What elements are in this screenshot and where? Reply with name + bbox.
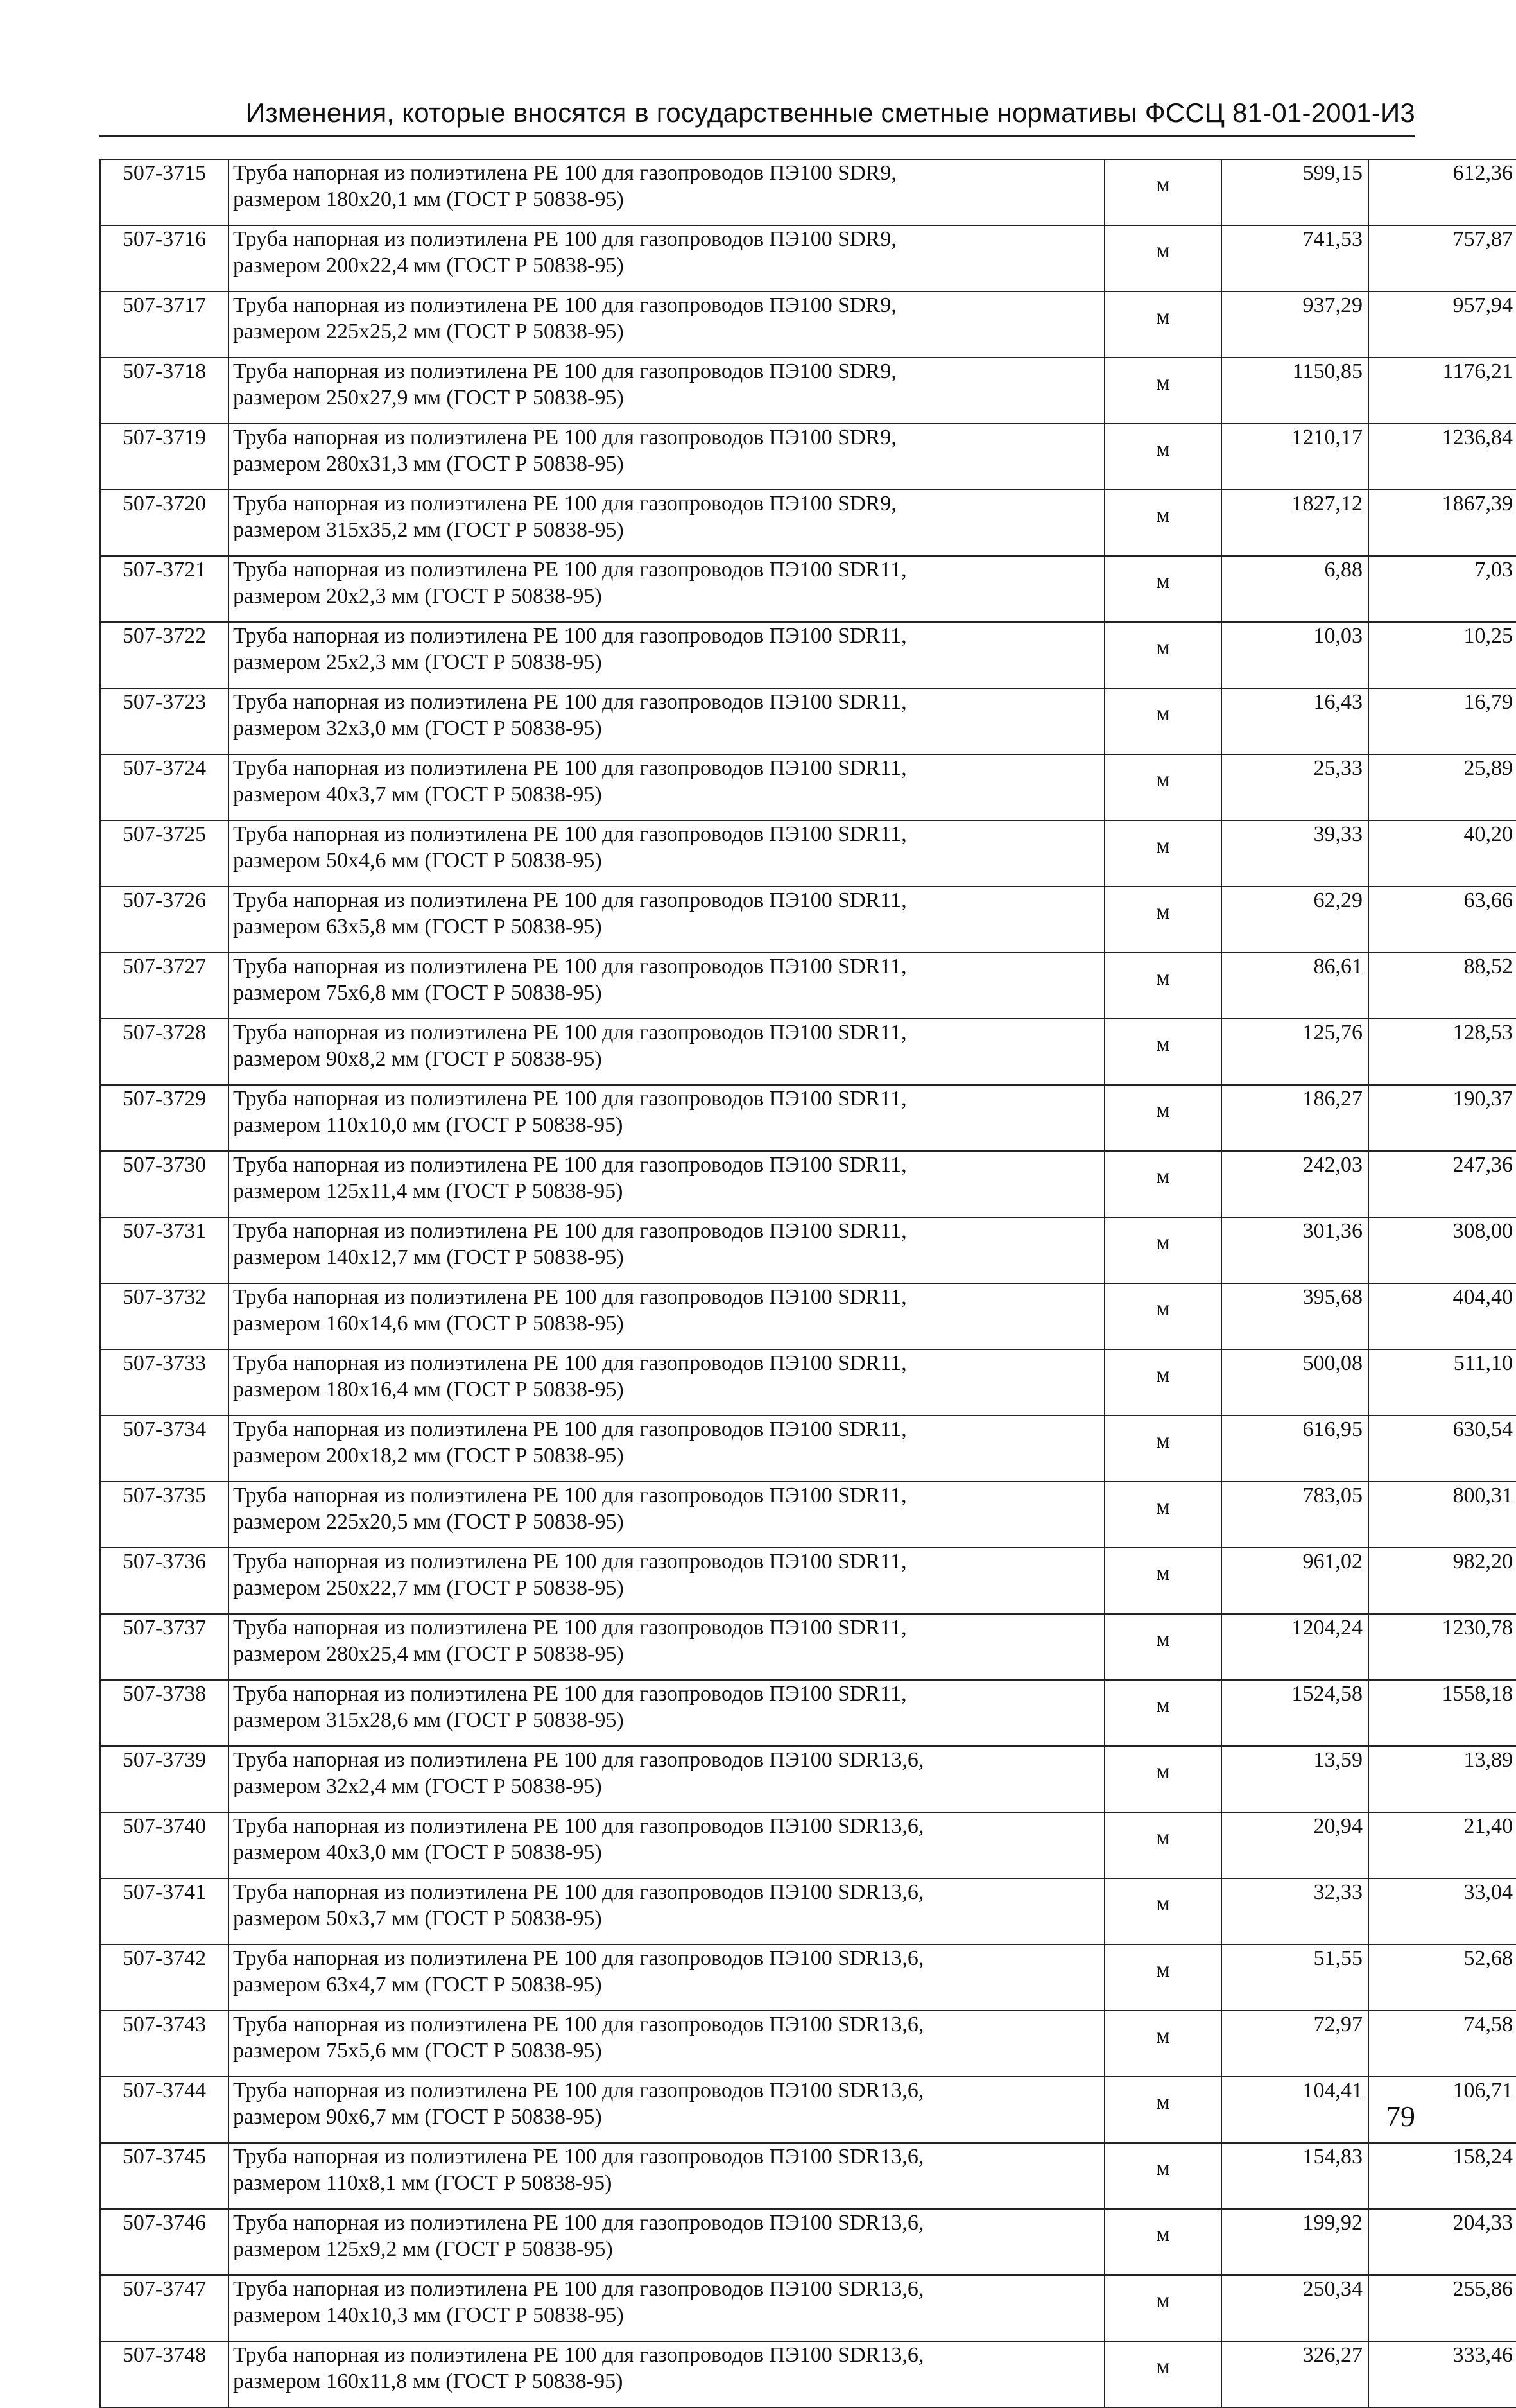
resource-description — [228, 2341, 1105, 2407]
unit-of-measure: м — [1105, 291, 1221, 358]
price-value-1: 1827,12 — [1221, 490, 1368, 556]
price-value-2: 1236,84 — [1368, 424, 1516, 490]
resource-description — [228, 358, 1105, 424]
resource-code: 507-3736 — [100, 1548, 228, 1614]
unit-of-measure: м — [1105, 622, 1221, 688]
table-row — [100, 2341, 1516, 2407]
price-value-2: 247,36 — [1368, 1151, 1516, 1217]
resource-code: 507-3728 — [100, 1019, 228, 1085]
price-value-2: 158,24 — [1368, 2143, 1516, 2209]
price-value-1: 1210,17 — [1221, 424, 1368, 490]
description-line-2: размером 160x14,6 мм (ГОСТ Р 50838-95) — [233, 1312, 624, 1335]
description-line-1: Труба напорная из полиэтилена PE 100 для газопроводов ПЭ100 SDR9, — [233, 227, 897, 251]
price-value-2: 21,40 — [1368, 1812, 1516, 1878]
unit-of-measure: м — [1105, 1349, 1221, 1416]
price-value-1: 250,34 — [1221, 2275, 1368, 2341]
resource-description — [228, 1151, 1105, 1217]
resource-code: 507-3725 — [100, 820, 228, 887]
description-line-2: размером 25x2,3 мм (ГОСТ Р 50838-95) — [233, 650, 602, 674]
description-line-1: Труба напорная из полиэтилена PE 100 для газопроводов ПЭ100 SDR11, — [233, 690, 907, 714]
price-value-2: 630,54 — [1368, 1416, 1516, 1482]
price-value-2: 612,36 — [1368, 159, 1516, 225]
resource-code: 507-3746 — [100, 2209, 228, 2275]
unit-of-measure: м — [1105, 953, 1221, 1019]
resource-code: 507-3726 — [100, 887, 228, 953]
description-line-1: Труба напорная из полиэтилена PE 100 для газопроводов ПЭ100 SDR11, — [233, 888, 907, 912]
resource-code: 507-3744 — [100, 2077, 228, 2143]
description-line-2: размером 125x11,4 мм (ГОСТ Р 50838-95) — [233, 1179, 623, 1203]
description-line-1: Труба напорная из полиэтилена PE 100 для газопроводов ПЭ100 SDR13,6, — [233, 1814, 924, 1838]
resource-description — [228, 1614, 1105, 1680]
unit-of-measure: м — [1105, 887, 1221, 953]
resource-code: 507-3741 — [100, 1878, 228, 1945]
description-line-2: размером 280x25,4 мм (ГОСТ Р 50838-95) — [233, 1642, 624, 1666]
description-line-1: Труба напорная из полиэтилена PE 100 для газопроводов ПЭ100 SDR13,6, — [233, 1748, 924, 1772]
table-row — [100, 2077, 1516, 2143]
price-value-2: 957,94 — [1368, 291, 1516, 358]
price-value-2: 757,87 — [1368, 225, 1516, 291]
unit-of-measure: м — [1105, 1085, 1221, 1151]
unit-of-measure: м — [1105, 2143, 1221, 2209]
resource-description — [228, 490, 1105, 556]
unit-of-measure: м — [1105, 754, 1221, 820]
resource-code: 507-3735 — [100, 1482, 228, 1548]
price-value-1: 1524,58 — [1221, 1680, 1368, 1746]
resource-description — [228, 1085, 1105, 1151]
unit-of-measure: м — [1105, 1416, 1221, 1482]
resource-description — [228, 291, 1105, 358]
table-row — [100, 1416, 1516, 1482]
price-value-1: 25,33 — [1221, 754, 1368, 820]
table-row — [100, 1085, 1516, 1151]
table-row — [100, 1945, 1516, 2011]
table-row — [100, 358, 1516, 424]
price-value-2: 982,20 — [1368, 1548, 1516, 1614]
unit-of-measure: м — [1105, 358, 1221, 424]
resource-code: 507-3718 — [100, 358, 228, 424]
price-value-2: 1176,21 — [1368, 358, 1516, 424]
unit-of-measure: м — [1105, 1945, 1221, 2011]
description-line-1: Труба напорная из полиэтилена PE 100 для газопроводов ПЭ100 SDR11, — [233, 1153, 907, 1177]
resource-code: 507-3721 — [100, 556, 228, 622]
header-divider — [99, 135, 1415, 137]
resource-code: 507-3740 — [100, 1812, 228, 1878]
description-line-1: Труба напорная из полиэтилена PE 100 для газопроводов ПЭ100 SDR13,6, — [233, 2211, 924, 2235]
resource-description — [228, 887, 1105, 953]
description-line-2: размером 75x5,6 мм (ГОСТ Р 50838-95) — [233, 2039, 602, 2063]
description-line-2: размером 250x22,7 мм (ГОСТ Р 50838-95) — [233, 1576, 624, 1600]
resource-description — [228, 1878, 1105, 1945]
description-line-2: размером 125x9,2 мм (ГОСТ Р 50838-95) — [233, 2237, 613, 2261]
unit-of-measure: м — [1105, 2077, 1221, 2143]
price-value-1: 104,41 — [1221, 2077, 1368, 2143]
resource-code: 507-3729 — [100, 1085, 228, 1151]
resource-code: 507-3732 — [100, 1283, 228, 1349]
description-line-2: размером 200x18,2 мм (ГОСТ Р 50838-95) — [233, 1444, 624, 1468]
resource-description — [228, 1680, 1105, 1746]
description-line-2: размером 225x20,5 мм (ГОСТ Р 50838-95) — [233, 1510, 624, 1534]
price-value-1: 39,33 — [1221, 820, 1368, 887]
table-row — [100, 754, 1516, 820]
resource-code: 507-3745 — [100, 2143, 228, 2209]
unit-of-measure: м — [1105, 490, 1221, 556]
resource-description — [228, 688, 1105, 754]
resource-code: 507-3724 — [100, 754, 228, 820]
table-row — [100, 1746, 1516, 1812]
table-row — [100, 688, 1516, 754]
description-line-1: Труба напорная из полиэтилена PE 100 для газопроводов ПЭ100 SDR9, — [233, 293, 897, 317]
price-value-2: 25,89 — [1368, 754, 1516, 820]
table-row — [100, 225, 1516, 291]
description-line-2: размером 180x16,4 мм (ГОСТ Р 50838-95) — [233, 1378, 624, 1401]
resource-description — [228, 1482, 1105, 1548]
resource-description — [228, 424, 1105, 490]
description-line-2: размером 280x31,3 мм (ГОСТ Р 50838-95) — [233, 452, 624, 476]
unit-of-measure: м — [1105, 1614, 1221, 1680]
unit-of-measure: м — [1105, 1151, 1221, 1217]
table-row — [100, 887, 1516, 953]
description-line-1: Труба напорная из полиэтилена PE 100 для газопроводов ПЭ100 SDR13,6, — [233, 2277, 924, 2301]
price-value-2: 204,33 — [1368, 2209, 1516, 2275]
resource-description — [228, 1283, 1105, 1349]
description-line-1: Труба напорная из полиэтилена PE 100 для газопроводов ПЭ100 SDR11, — [233, 624, 907, 648]
resource-description — [228, 2077, 1105, 2143]
resource-description — [228, 754, 1105, 820]
unit-of-measure: м — [1105, 2275, 1221, 2341]
unit-of-measure: м — [1105, 1482, 1221, 1548]
table-row — [100, 291, 1516, 358]
resource-description — [228, 1812, 1105, 1878]
unit-of-measure: м — [1105, 159, 1221, 225]
description-line-1: Труба напорная из полиэтилена PE 100 для газопроводов ПЭ100 SDR13,6, — [233, 1880, 924, 1904]
price-value-2: 88,52 — [1368, 953, 1516, 1019]
table-row — [100, 2011, 1516, 2077]
description-line-2: размером 32x3,0 мм (ГОСТ Р 50838-95) — [233, 716, 602, 740]
description-line-2: размером 50x4,6 мм (ГОСТ Р 50838-95) — [233, 849, 602, 872]
table-row — [100, 1349, 1516, 1416]
price-value-2: 10,25 — [1368, 622, 1516, 688]
resource-code: 507-3738 — [100, 1680, 228, 1746]
price-value-1: 186,27 — [1221, 1085, 1368, 1151]
description-line-2: размером 180x20,1 мм (ГОСТ Р 50838-95) — [233, 187, 624, 211]
description-line-2: размером 160x11,8 мм (ГОСТ Р 50838-95) — [233, 2369, 623, 2393]
table-row — [100, 2209, 1516, 2275]
unit-of-measure: м — [1105, 424, 1221, 490]
unit-of-measure: м — [1105, 1878, 1221, 1945]
description-line-1: Труба напорная из полиэтилена PE 100 для газопроводов ПЭ100 SDR13,6, — [233, 2013, 924, 2036]
description-line-2: размером 225x25,2 мм (ГОСТ Р 50838-95) — [233, 320, 624, 343]
description-line-2: размером 63x5,8 мм (ГОСТ Р 50838-95) — [233, 915, 602, 939]
table-row — [100, 424, 1516, 490]
resource-code: 507-3743 — [100, 2011, 228, 2077]
description-line-1: Труба напорная из полиэтилена PE 100 для газопроводов ПЭ100 SDR11, — [233, 1550, 907, 1573]
description-line-2: размером 315x28,6 мм (ГОСТ Р 50838-95) — [233, 1708, 624, 1732]
price-value-1: 13,59 — [1221, 1746, 1368, 1812]
price-value-1: 125,76 — [1221, 1019, 1368, 1085]
price-value-2: 74,58 — [1368, 2011, 1516, 2077]
price-value-1: 242,03 — [1221, 1151, 1368, 1217]
table-row — [100, 1614, 1516, 1680]
price-value-2: 128,53 — [1368, 1019, 1516, 1085]
price-value-2: 333,46 — [1368, 2341, 1516, 2407]
resource-description — [228, 2209, 1105, 2275]
price-value-1: 301,36 — [1221, 1217, 1368, 1283]
resource-code: 507-3737 — [100, 1614, 228, 1680]
description-line-2: размером 90x8,2 мм (ГОСТ Р 50838-95) — [233, 1047, 602, 1071]
resource-code: 507-3731 — [100, 1217, 228, 1283]
table-row — [100, 820, 1516, 887]
resource-description — [228, 556, 1105, 622]
description-line-1: Труба напорная из полиэтилена PE 100 для газопроводов ПЭ100 SDR13,6, — [233, 2145, 924, 2169]
resource-description — [228, 622, 1105, 688]
unit-of-measure: м — [1105, 1548, 1221, 1614]
price-value-1: 154,83 — [1221, 2143, 1368, 2209]
price-value-1: 961,02 — [1221, 1548, 1368, 1614]
price-value-2: 52,68 — [1368, 1945, 1516, 2011]
resource-code: 507-3715 — [100, 159, 228, 225]
price-value-1: 86,61 — [1221, 953, 1368, 1019]
description-line-1: Труба напорная из полиэтилена PE 100 для газопроводов ПЭ100 SDR11, — [233, 1219, 907, 1243]
resource-description — [228, 2011, 1105, 2077]
unit-of-measure: м — [1105, 1217, 1221, 1283]
resource-code: 507-3719 — [100, 424, 228, 490]
description-line-1: Труба напорная из полиэтилена PE 100 для газопроводов ПЭ100 SDR11, — [233, 756, 907, 780]
price-value-1: 20,94 — [1221, 1812, 1368, 1878]
description-line-1: Труба напорная из полиэтилена PE 100 для газопроводов ПЭ100 SDR11, — [233, 1682, 907, 1706]
description-line-1: Труба напорная из полиэтилена PE 100 для газопроводов ПЭ100 SDR9, — [233, 359, 897, 383]
description-line-2: размером 40x3,0 мм (ГОСТ Р 50838-95) — [233, 1841, 602, 1864]
price-value-1: 783,05 — [1221, 1482, 1368, 1548]
price-value-2: 13,89 — [1368, 1746, 1516, 1812]
description-line-2: размером 110x8,1 мм (ГОСТ Р 50838-95) — [233, 2171, 612, 2195]
table-row — [100, 2275, 1516, 2341]
table-row — [100, 953, 1516, 1019]
price-value-1: 32,33 — [1221, 1878, 1368, 1945]
resource-code: 507-3748 — [100, 2341, 228, 2407]
description-line-1: Труба напорная из полиэтилена PE 100 для газопроводов ПЭ100 SDR11, — [233, 1285, 907, 1309]
price-value-2: 511,10 — [1368, 1349, 1516, 1416]
price-value-1: 62,29 — [1221, 887, 1368, 953]
price-value-1: 1204,24 — [1221, 1614, 1368, 1680]
description-line-2: размером 50x3,7 мм (ГОСТ Р 50838-95) — [233, 1907, 602, 1930]
price-value-2: 63,66 — [1368, 887, 1516, 953]
resource-code: 507-3730 — [100, 1151, 228, 1217]
resource-description — [228, 1217, 1105, 1283]
resource-description — [228, 1416, 1105, 1482]
resource-code: 507-3742 — [100, 1945, 228, 2011]
resource-code: 507-3747 — [100, 2275, 228, 2341]
price-value-2: 7,03 — [1368, 556, 1516, 622]
unit-of-measure: м — [1105, 2209, 1221, 2275]
price-value-1: 199,92 — [1221, 2209, 1368, 2275]
price-value-1: 326,27 — [1221, 2341, 1368, 2407]
table-row — [100, 1482, 1516, 1548]
table-row — [100, 1812, 1516, 1878]
description-line-1: Труба напорная из полиэтилена PE 100 для газопроводов ПЭ100 SDR13,6, — [233, 2343, 924, 2367]
table-row — [100, 1680, 1516, 1746]
description-line-1: Труба напорная из полиэтилена PE 100 для газопроводов ПЭ100 SDR9, — [233, 492, 897, 515]
price-value-2: 308,00 — [1368, 1217, 1516, 1283]
resource-description — [228, 820, 1105, 887]
price-value-1: 16,43 — [1221, 688, 1368, 754]
description-line-2: размером 110x10,0 мм (ГОСТ Р 50838-95) — [233, 1113, 623, 1137]
resource-code: 507-3722 — [100, 622, 228, 688]
description-line-2: размером 75x6,8 мм (ГОСТ Р 50838-95) — [233, 981, 602, 1005]
price-value-2: 40,20 — [1368, 820, 1516, 887]
price-value-2: 1867,39 — [1368, 490, 1516, 556]
description-line-2: размером 40x3,7 мм (ГОСТ Р 50838-95) — [233, 783, 602, 806]
description-line-2: размером 250x27,9 мм (ГОСТ Р 50838-95) — [233, 386, 624, 410]
description-line-1: Труба напорная из полиэтилена PE 100 для газопроводов ПЭ100 SDR11, — [233, 1417, 907, 1441]
description-line-2: размером 20x2,3 мм (ГОСТ Р 50838-95) — [233, 584, 602, 608]
price-value-2: 1558,18 — [1368, 1680, 1516, 1746]
resource-description — [228, 953, 1105, 1019]
price-value-1: 51,55 — [1221, 1945, 1368, 2011]
resource-code: 507-3727 — [100, 953, 228, 1019]
unit-of-measure: м — [1105, 1680, 1221, 1746]
resource-code: 507-3734 — [100, 1416, 228, 1482]
table-row — [100, 622, 1516, 688]
price-value-2: 16,79 — [1368, 688, 1516, 754]
unit-of-measure: м — [1105, 1019, 1221, 1085]
price-value-1: 10,03 — [1221, 622, 1368, 688]
unit-of-measure: м — [1105, 820, 1221, 887]
description-line-1: Труба напорная из полиэтилена PE 100 для газопроводов ПЭ100 SDR11, — [233, 1087, 907, 1111]
resource-description — [228, 1746, 1105, 1812]
description-line-1: Труба напорная из полиэтилена PE 100 для газопроводов ПЭ100 SDR11, — [233, 1616, 907, 1640]
table-body — [100, 159, 1516, 2407]
resource-description — [228, 159, 1105, 225]
description-line-1: Труба напорная из полиэтилена PE 100 для газопроводов ПЭ100 SDR11, — [233, 1484, 907, 1507]
description-line-1: Труба напорная из полиэтилена PE 100 для газопроводов ПЭ100 SDR11, — [233, 1351, 907, 1375]
resource-code: 507-3739 — [100, 1746, 228, 1812]
price-value-1: 616,95 — [1221, 1416, 1368, 1482]
price-value-2: 190,37 — [1368, 1085, 1516, 1151]
price-value-1: 500,08 — [1221, 1349, 1368, 1416]
description-line-2: размером 140x10,3 мм (ГОСТ Р 50838-95) — [233, 2303, 624, 2327]
table-row — [100, 159, 1516, 225]
price-value-2: 1230,78 — [1368, 1614, 1516, 1680]
description-line-1: Труба напорная из полиэтилена PE 100 для газопроводов ПЭ100 SDR9, — [233, 161, 897, 185]
resource-code: 507-3716 — [100, 225, 228, 291]
description-line-2: размером 200x22,4 мм (ГОСТ Р 50838-95) — [233, 254, 624, 277]
resource-description — [228, 2275, 1105, 2341]
price-value-1: 1150,85 — [1221, 358, 1368, 424]
resource-code: 507-3723 — [100, 688, 228, 754]
table-row — [100, 1878, 1516, 1945]
price-value-1: 72,97 — [1221, 2011, 1368, 2077]
page-header-title: Изменения, которые вносятся в государственные сметные нормативы ФССЦ 81-01-2001-И3 — [245, 98, 1415, 128]
table-row — [100, 1019, 1516, 1085]
resource-description — [228, 1548, 1105, 1614]
unit-of-measure: м — [1105, 556, 1221, 622]
table-row — [100, 1151, 1516, 1217]
resource-description — [228, 1945, 1105, 2011]
resource-code: 507-3733 — [100, 1349, 228, 1416]
unit-of-measure: м — [1105, 1283, 1221, 1349]
table-row — [100, 556, 1516, 622]
price-value-2: 33,04 — [1368, 1878, 1516, 1945]
price-table — [99, 159, 1516, 2408]
description-line-1: Труба напорная из полиэтилена PE 100 для газопроводов ПЭ100 SDR11, — [233, 822, 907, 846]
description-line-1: Труба напорная из полиэтилена PE 100 для газопроводов ПЭ100 SDR11, — [233, 558, 907, 582]
price-value-1: 599,15 — [1221, 159, 1368, 225]
table-row — [100, 490, 1516, 556]
price-value-2: 800,31 — [1368, 1482, 1516, 1548]
description-line-1: Труба напорная из полиэтилена PE 100 для газопроводов ПЭ100 SDR13,6, — [233, 1946, 924, 1970]
unit-of-measure: м — [1105, 1746, 1221, 1812]
description-line-2: размером 63x4,7 мм (ГОСТ Р 50838-95) — [233, 1973, 602, 1997]
resource-description — [228, 225, 1105, 291]
unit-of-measure: м — [1105, 225, 1221, 291]
description-line-1: Труба напорная из полиэтилена PE 100 для газопроводов ПЭ100 SDR9, — [233, 426, 897, 449]
description-line-1: Труба напорная из полиэтилена PE 100 для газопроводов ПЭ100 SDR13,6, — [233, 2079, 924, 2102]
price-value-1: 741,53 — [1221, 225, 1368, 291]
unit-of-measure: м — [1105, 1812, 1221, 1878]
table-row — [100, 1548, 1516, 1614]
unit-of-measure: м — [1105, 2011, 1221, 2077]
description-line-2: размером 90x6,7 мм (ГОСТ Р 50838-95) — [233, 2105, 602, 2129]
resource-description — [228, 1019, 1105, 1085]
description-line-2: размером 32x2,4 мм (ГОСТ Р 50838-95) — [233, 1774, 602, 1798]
unit-of-measure: м — [1105, 688, 1221, 754]
price-value-2: 404,40 — [1368, 1283, 1516, 1349]
page-number: 79 — [1386, 2100, 1415, 2133]
description-line-2: размером 140x12,7 мм (ГОСТ Р 50838-95) — [233, 1245, 624, 1269]
resource-description — [228, 1349, 1105, 1416]
table-row — [100, 1283, 1516, 1349]
resource-code: 507-3720 — [100, 490, 228, 556]
unit-of-measure: м — [1105, 2341, 1221, 2407]
description-line-1: Труба напорная из полиэтилена PE 100 для газопроводов ПЭ100 SDR11, — [233, 955, 907, 978]
table-row — [100, 1217, 1516, 1283]
resource-code: 507-3717 — [100, 291, 228, 358]
price-value-1: 395,68 — [1221, 1283, 1368, 1349]
description-line-2: размером 315x35,2 мм (ГОСТ Р 50838-95) — [233, 518, 624, 542]
price-value-2: 255,86 — [1368, 2275, 1516, 2341]
description-line-1: Труба напорная из полиэтилена PE 100 для газопроводов ПЭ100 SDR11, — [233, 1021, 907, 1044]
price-value-2: 106,71 — [1368, 2077, 1516, 2143]
price-value-1: 937,29 — [1221, 291, 1368, 358]
price-value-1: 6,88 — [1221, 556, 1368, 622]
